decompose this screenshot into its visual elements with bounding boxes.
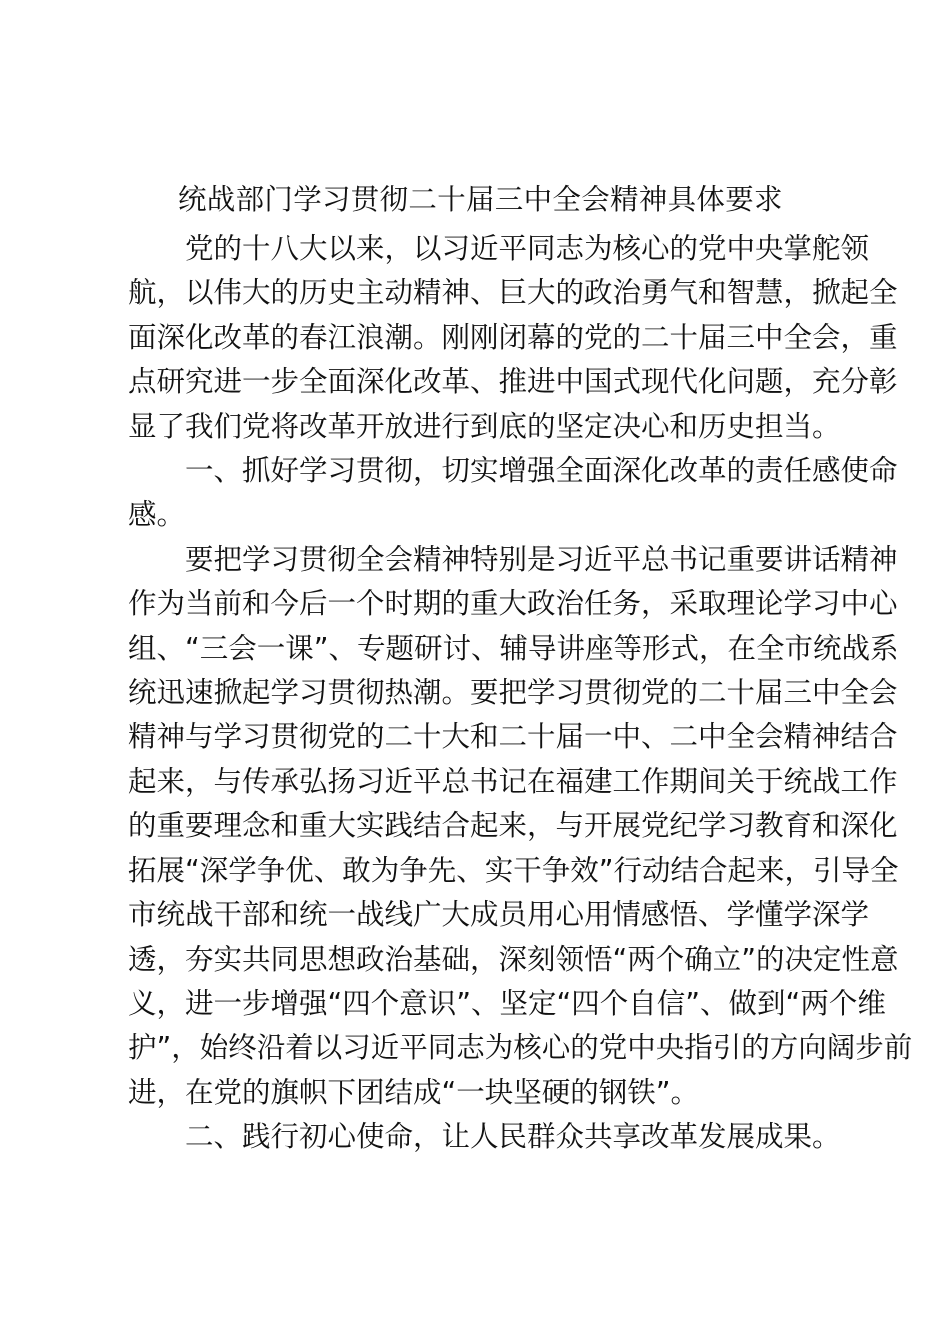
text-line: 透，夯实共同思想政治基础，深刻领悟“两个确立”的决定性意 — [128, 942, 899, 976]
text-line: 面深化改革的春江浪潮。刚刚闭幕的党的二十届三中全会，重 — [128, 320, 898, 354]
text-line: 作为当前和今后一个时期的重大政治任务，采取理论学习中心 — [128, 587, 898, 621]
intro-paragraph — [128, 227, 898, 449]
text-line: 二、践行初心使命，让人民群众共享改革发展成果。 — [185, 1120, 841, 1154]
document-title: 统战部门学习贯彻二十届三中全会精神具体要求 — [178, 183, 783, 216]
text-line: 拓展“深学争优、敢为争先、实干争效”行动结合起来，引导全 — [128, 853, 899, 887]
text-line: 义，进一步增强“四个意识”、坚定“四个自信”、做到“两个维 — [128, 986, 886, 1020]
text-line: 进，在党的旗帜下团结成“一块坚硬的钢铁”。 — [128, 1075, 700, 1109]
text-line: 的重要理念和重大实践结合起来，与开展党纪学习教育和深化 — [128, 809, 898, 843]
text-line: 感。 — [128, 498, 186, 532]
text-line: 显了我们党将改革开放进行到底的坚定决心和历史担当。 — [128, 409, 841, 443]
section-heading-1 — [128, 449, 898, 538]
text-line: 组、“三会一课”、专题研讨、辅导讲座等形式，在全市统战系 — [128, 631, 899, 665]
text-line: 护”，始终沿着以习近平同志为核心的党中央指引的方向阔步前 — [128, 1031, 913, 1065]
document-body — [128, 227, 913, 1160]
text-line: 起来，与传承弘扬习近平总书记在福建工作期间关于统战工作 — [128, 764, 898, 798]
text-line: 统迅速掀起学习贯彻热潮。要把学习贯彻党的二十届三中全会 — [128, 676, 898, 710]
text-line: 点研究进一步全面深化改革、推进中国式现代化问题，充分彰 — [128, 365, 898, 399]
text-line: 航，以伟大的历史主动精神、巨大的政治勇气和智慧，掀起全 — [128, 276, 898, 310]
text-line: 精神与学习贯彻党的二十大和二十届一中、二中全会精神结合 — [128, 720, 898, 754]
section-heading-2 — [128, 1115, 841, 1159]
text-line: 市统战干部和统一战线广大成员用心用情感悟、学懂学深学 — [128, 898, 870, 932]
body-paragraph — [128, 538, 913, 1115]
text-line: 要把学习贯彻全会精神特别是习近平总书记重要讲话精神 — [185, 542, 898, 576]
text-line: 一、抓好学习贯彻，切实增强全面深化改革的责任感使命 — [185, 454, 898, 488]
text-line: 党的十八大以来，以习近平同志为核心的党中央掌舵领 — [185, 232, 870, 265]
